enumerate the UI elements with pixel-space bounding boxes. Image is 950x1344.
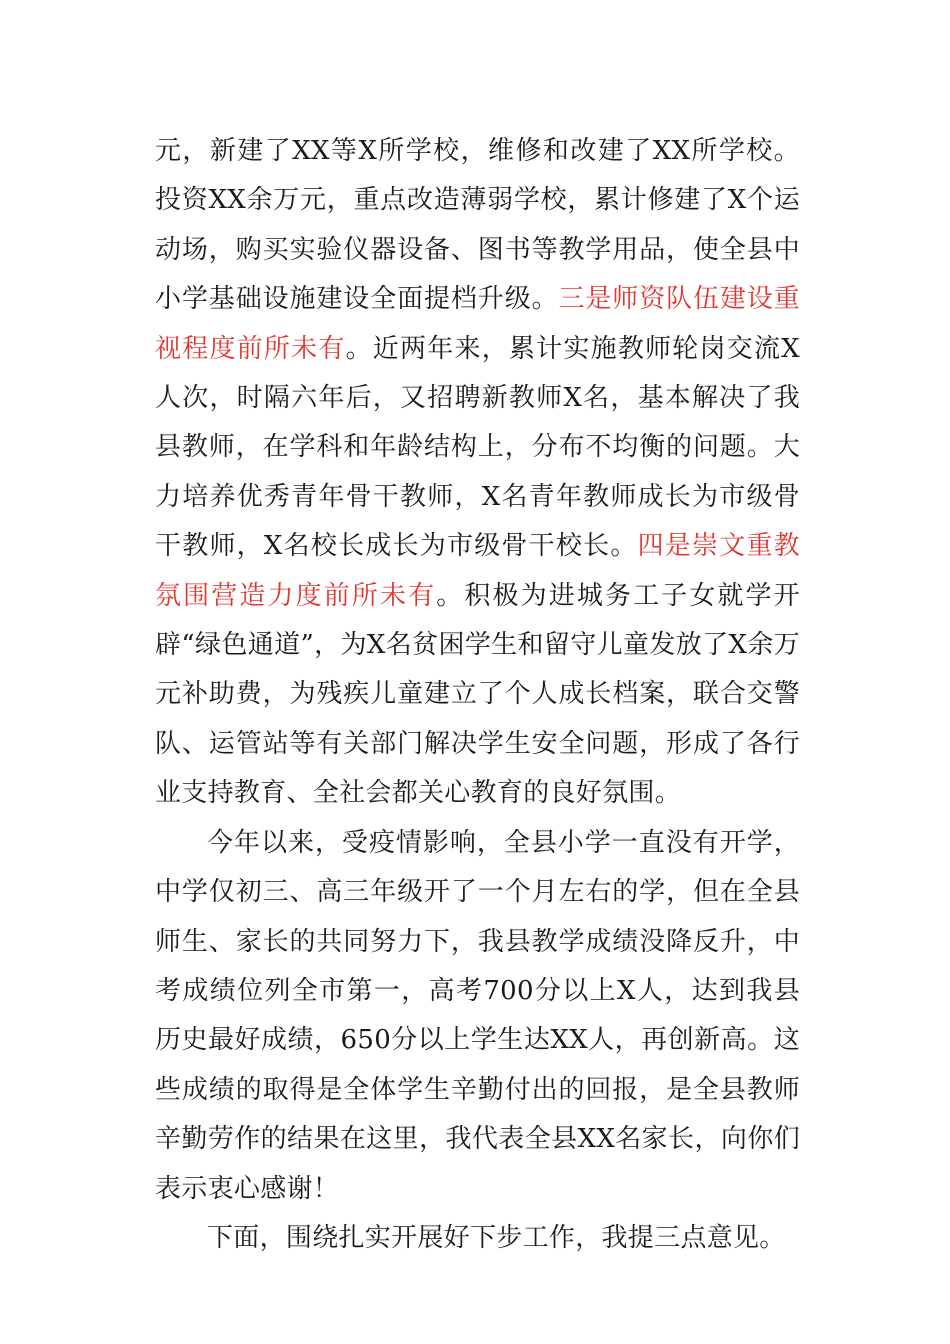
highlight-heading-culture: 四是崇文重教氛围营造力度前所未有 — [155, 531, 800, 611]
paragraph-text: 。近两年来，累计实施教师轮岗交流X人次，时隔六年后，又招聘新教师X名，基本解决了我县教师，在学科和年龄结构上，分布不均衡的问题。大力培养优秀青年骨干教师，X名青年教师成长为市级骨干教师，X名校长成长为市级骨干校长。 — [155, 333, 800, 562]
paragraph-opinions: 下面，围绕扎实开展好下步工作，我提三点意见。 — [207, 1222, 786, 1253]
paragraph-text: 。积极为进城务工子女就学开辟“绿色通道”，为X名贫困学生和留守儿童发放了X余万元补助费，为残疾儿童建立了个人成长档案，联合交警队、运管站等有关部门解决学生安全问题，形成了各行业支持教育、全社会都关心教育的良好氛围。 — [155, 580, 800, 809]
paragraph-achievements — [155, 127, 800, 819]
paragraph-text: 元，新建了XX等X所学校，维修和改建了XX所学校。投资XX余万元，重点改造薄弱学校，累计修建了X个运动场，购买实验仪器设备、图书等教学用品，使全县中小学基础设施建设全面提档升级。 — [155, 136, 800, 315]
document-page — [155, 127, 800, 1263]
highlight-heading-teachers: 三是师资队伍建设重视程度前所未有 — [155, 284, 800, 364]
paragraph-results: 今年以来，受疫情影响，全县小学一直没有开学，中学仅初三、高三年级开了一个月左右的学，但在全县师生、家长的共同努力下，我县教学成绩没降反升，中考成绩位列全市第一，高考700分以上X人，达到我县历史最好成绩，650分以上学生达XX人，再创新高。这些成绩的取得是全体学生辛勤付出的回报，是全县教师辛勤劳作的结果在这里，我代表全县XX名家长，向你们表示衷心感谢！ — [155, 827, 800, 1204]
